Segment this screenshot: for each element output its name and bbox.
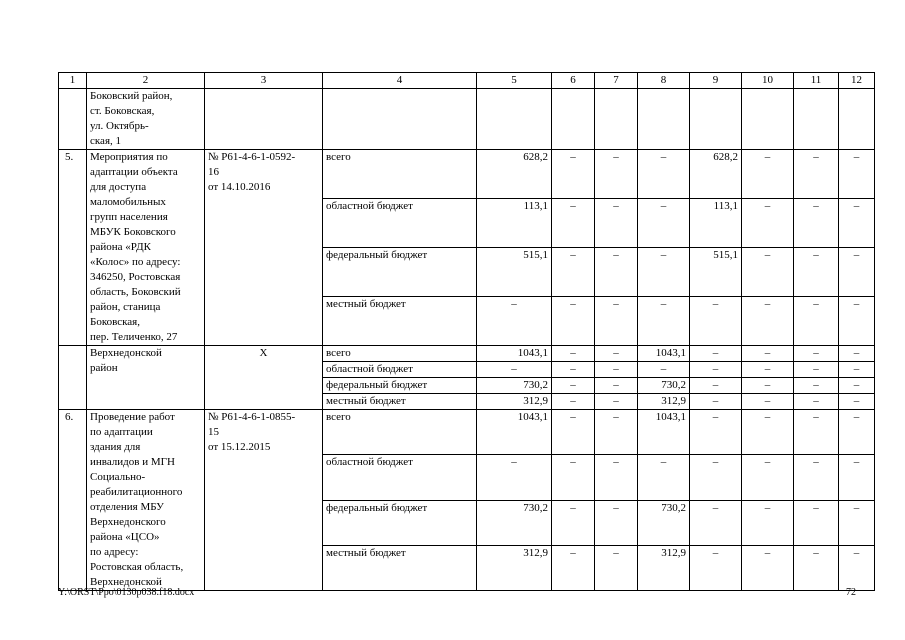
value-cell: 312,9 <box>638 394 690 410</box>
value-cell: 113,1 <box>477 199 552 248</box>
value-cell: 730,2 <box>477 500 552 545</box>
value-cell <box>690 89 742 150</box>
value-cell: – <box>595 410 638 455</box>
value-cell: – <box>690 346 742 362</box>
value-cell: – <box>742 199 794 248</box>
funding-source-label: федеральный бюджет <box>323 248 477 297</box>
item-number-cell: 6. <box>59 410 87 591</box>
header-cell: 6 <box>552 73 595 89</box>
value-cell: – <box>839 297 875 346</box>
value-cell: – <box>552 199 595 248</box>
value-cell: 730,2 <box>477 378 552 394</box>
value-cell: 312,9 <box>477 545 552 590</box>
value-cell: 515,1 <box>690 248 742 297</box>
value-cell <box>638 89 690 150</box>
value-cell: – <box>552 394 595 410</box>
object-name-cell: Мероприятия по адаптации объекта для доступа маломобильных групп населения МБУК Боковского района «РДК «Колос» по адресу: 346250, Ростовская область, Боковский район, станица Боковская, пер. Теличенко, 27 <box>87 150 205 346</box>
value-cell: – <box>794 378 839 394</box>
value-cell: – <box>595 378 638 394</box>
document-path: Y:\ORST\Ppo\0130p038.f18.docx <box>58 587 195 598</box>
value-cell: – <box>742 410 794 455</box>
value-cell: – <box>794 150 839 199</box>
value-cell <box>839 89 875 150</box>
value-cell: – <box>552 297 595 346</box>
value-cell: – <box>794 455 839 500</box>
budget-table <box>58 72 875 591</box>
value-cell: – <box>839 199 875 248</box>
value-cell: – <box>742 500 794 545</box>
value-cell: – <box>552 545 595 590</box>
value-cell: – <box>552 410 595 455</box>
value-cell: – <box>742 297 794 346</box>
value-cell: – <box>638 150 690 199</box>
value-cell: – <box>552 378 595 394</box>
funding-source-label: федеральный бюджет <box>323 378 477 394</box>
district-group <box>59 346 875 410</box>
value-cell: – <box>595 455 638 500</box>
value-cell: 730,2 <box>638 500 690 545</box>
value-cell: – <box>595 150 638 199</box>
value-cell: – <box>595 394 638 410</box>
value-cell: – <box>742 394 794 410</box>
funding-source-label: всего <box>323 150 477 199</box>
header-cell: 5 <box>477 73 552 89</box>
value-cell: – <box>742 150 794 199</box>
value-cell: – <box>595 500 638 545</box>
value-cell: 1043,1 <box>477 410 552 455</box>
funding-source-label: федеральный бюджет <box>323 500 477 545</box>
value-cell: – <box>794 346 839 362</box>
funding-source-label: областной бюджет <box>323 455 477 500</box>
document-cell: № Р61-4-6-1-0592- 16 от 14.10.2016 <box>205 150 323 346</box>
value-cell: – <box>552 362 595 378</box>
value-cell: – <box>794 410 839 455</box>
document-cell <box>205 89 323 150</box>
value-cell: – <box>690 394 742 410</box>
funding-source-label: местный бюджет <box>323 545 477 590</box>
document-cell: Х <box>205 346 323 410</box>
value-cell: – <box>742 455 794 500</box>
value-cell: – <box>742 545 794 590</box>
header-cell: 12 <box>839 73 875 89</box>
object-name-cell: Верхнедонской район <box>87 346 205 410</box>
value-cell: – <box>794 362 839 378</box>
object-name-cell: Боковский район, ст. Боковская, ул. Октябрь- ская, 1 <box>87 89 205 150</box>
value-cell: – <box>839 455 875 500</box>
value-cell <box>477 89 552 150</box>
value-cell: 730,2 <box>638 378 690 394</box>
header-cell: 7 <box>595 73 638 89</box>
value-cell: – <box>794 394 839 410</box>
value-cell <box>794 89 839 150</box>
value-cell: – <box>794 297 839 346</box>
number-cell <box>59 89 87 150</box>
funding-source-label: областной бюджет <box>323 199 477 248</box>
header-cell: 4 <box>323 73 477 89</box>
value-cell: – <box>638 362 690 378</box>
value-cell: – <box>742 362 794 378</box>
value-cell: – <box>794 545 839 590</box>
value-cell: – <box>552 248 595 297</box>
value-cell: – <box>690 455 742 500</box>
value-cell: – <box>839 362 875 378</box>
value-cell: – <box>839 410 875 455</box>
value-cell: – <box>595 545 638 590</box>
value-cell: – <box>690 500 742 545</box>
value-cell: – <box>794 199 839 248</box>
value-cell: – <box>839 545 875 590</box>
header-cell: 11 <box>794 73 839 89</box>
funding-source-label: всего <box>323 346 477 362</box>
value-cell <box>552 89 595 150</box>
value-cell: 515,1 <box>477 248 552 297</box>
object-name-cell: Проведение работ по адаптации здания для инвалидов и МГН Социально- реабилитационного отделения МБУ Верхнедонского района «ЦСО» по адресу: Ростовская область, Верхнедонской <box>87 410 205 591</box>
value-cell: 312,9 <box>477 394 552 410</box>
value-cell: – <box>552 500 595 545</box>
value-cell: – <box>690 362 742 378</box>
header-cell: 8 <box>638 73 690 89</box>
value-cell: – <box>839 150 875 199</box>
value-cell: – <box>595 297 638 346</box>
value-cell: – <box>638 199 690 248</box>
item-6-group <box>59 410 875 591</box>
source-cell <box>323 89 477 150</box>
budget-row <box>59 150 875 199</box>
header-cell: 3 <box>205 73 323 89</box>
funding-source-label: всего <box>323 410 477 455</box>
value-cell: – <box>742 346 794 362</box>
value-cell: – <box>839 394 875 410</box>
value-cell: – <box>839 500 875 545</box>
item-number-cell: 5. <box>59 150 87 346</box>
value-cell: – <box>638 297 690 346</box>
value-cell: – <box>638 248 690 297</box>
value-cell <box>742 89 794 150</box>
value-cell: – <box>690 410 742 455</box>
value-cell: – <box>638 455 690 500</box>
value-cell: 628,2 <box>690 150 742 199</box>
continuation-row <box>59 89 875 150</box>
value-cell: – <box>595 199 638 248</box>
value-cell: – <box>477 362 552 378</box>
header-cell: 10 <box>742 73 794 89</box>
value-cell: – <box>839 346 875 362</box>
value-cell: 628,2 <box>477 150 552 199</box>
value-cell: 1043,1 <box>477 346 552 362</box>
value-cell: – <box>839 248 875 297</box>
header-cell: 2 <box>87 73 205 89</box>
header-cell: 9 <box>690 73 742 89</box>
value-cell: – <box>552 150 595 199</box>
header-cell: 1 <box>59 73 87 89</box>
value-cell: – <box>552 346 595 362</box>
funding-source-label: местный бюджет <box>323 394 477 410</box>
value-cell: – <box>595 346 638 362</box>
value-cell: – <box>595 248 638 297</box>
value-cell: – <box>552 455 595 500</box>
page-number: 72 <box>846 587 856 598</box>
value-cell: 113,1 <box>690 199 742 248</box>
value-cell: – <box>690 297 742 346</box>
value-cell: – <box>742 248 794 297</box>
value-cell: – <box>690 545 742 590</box>
value-cell: – <box>477 455 552 500</box>
item-5-group <box>59 150 875 346</box>
funding-source-label: местный бюджет <box>323 297 477 346</box>
budget-row <box>59 346 875 362</box>
value-cell: – <box>690 378 742 394</box>
value-cell: – <box>477 297 552 346</box>
value-cell: – <box>794 500 839 545</box>
value-cell: – <box>595 362 638 378</box>
value-cell: – <box>742 378 794 394</box>
value-cell: – <box>794 248 839 297</box>
document-cell: № Р61-4-6-1-0855- 15 от 15.12.2015 <box>205 410 323 591</box>
value-cell: – <box>839 378 875 394</box>
value-cell: 1043,1 <box>638 410 690 455</box>
value-cell <box>595 89 638 150</box>
budget-row <box>59 410 875 455</box>
header-row <box>59 73 875 89</box>
value-cell: 312,9 <box>638 545 690 590</box>
item-number-cell <box>59 346 87 410</box>
value-cell: 1043,1 <box>638 346 690 362</box>
funding-source-label: областной бюджет <box>323 362 477 378</box>
